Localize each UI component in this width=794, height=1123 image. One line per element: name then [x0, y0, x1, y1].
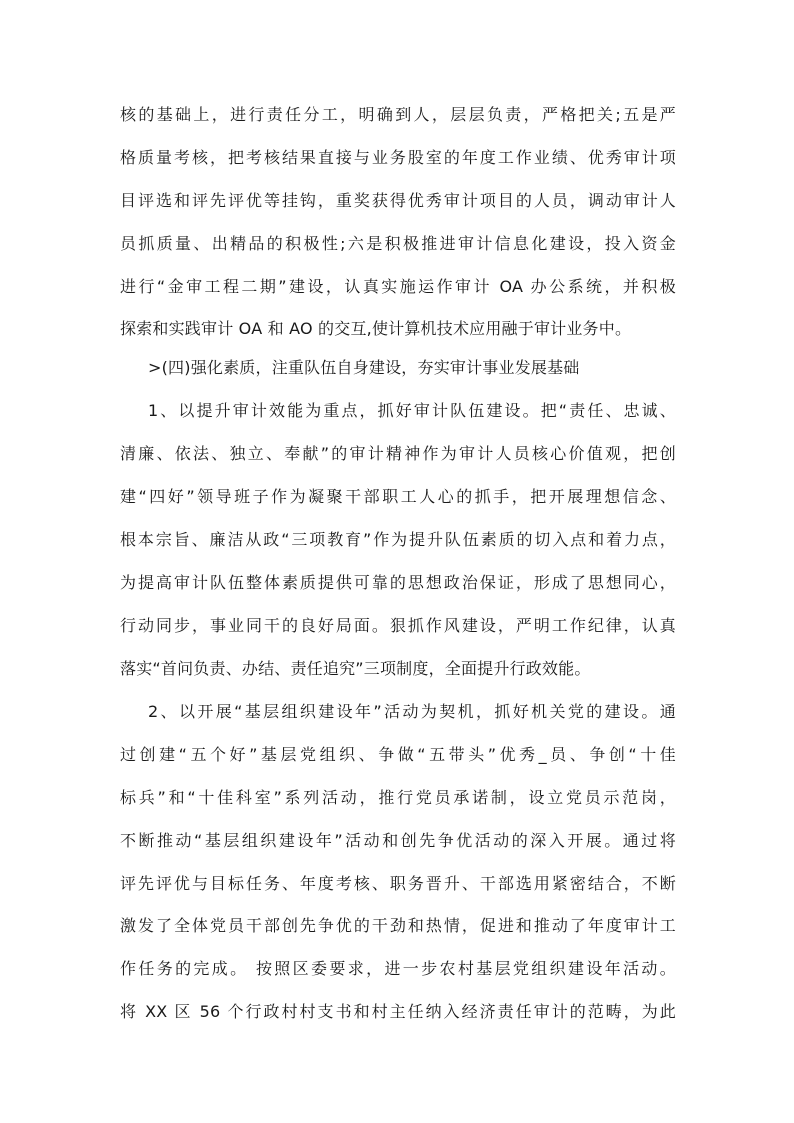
text-line: 核的基础上，进行责任分工，明确到人，层层负责，严格把关;五是严: [120, 105, 676, 124]
text-line: 激发了全体党员干部创先争优的干劲和热情，促进和推动了年度审计工: [120, 916, 676, 935]
text-line: 1、以提升审计效能为重点，抓好审计队伍建设。把“责任、忠诚、: [148, 401, 676, 420]
text-line: 不断推动“基层组织建设年”活动和创先争优活动的深入开展。通过将: [120, 831, 676, 850]
text-line: 建“四好”领导班子作为凝聚干部职工人心的抓手，把开展理想信念、: [120, 487, 676, 506]
text-line: 为提高审计队伍整体素质提供可靠的思想政治保证，形成了思想同心，: [120, 573, 676, 592]
text-line: 行动同步，事业同干的良好局面。狠抓作风建设，严明工作纪律，认真: [120, 616, 676, 635]
text-line: 进行“金审工程二期”建设，认真实施运作审计 OA 办公系统，并积极: [120, 277, 676, 296]
text-line: 标兵”和“十佳科室”系列活动，推行党员承诺制，设立党员示范岗，: [120, 788, 676, 807]
text-line: 过创建“五个好”基层党组织、争做“五带头”优秀_员、争创“十佳: [120, 745, 676, 764]
text-line: 清廉、依法、独立、奉献”的审计精神作为审计人员核心价值观，把创: [120, 444, 676, 463]
section-heading: >(四)强化素质，注重队伍自身建设，夯实审计事业发展基础: [148, 358, 580, 377]
text-line: 目评选和评先评优等挂钩，重奖获得优秀审计项目的人员，调动审计人: [120, 191, 676, 210]
text-line: 2、以开展“基层组织建设年”活动为契机，抓好机关党的建设。通: [148, 702, 676, 721]
text-line: 作任务的完成。 按照区委要求，进一步农村基层党组织建设年活动。: [120, 959, 676, 978]
text-line: 落实“首问负责、办结、责任追究”三项制度，全面提升行政效能。: [120, 659, 591, 678]
text-line: 评先评优与目标任务、年度考核、职务晋升、干部选用紧密结合，不断: [120, 874, 676, 893]
text-line: 将 XX 区 56 个行政村村支书和村主任纳入经济责任审计的范畴，为此: [120, 1002, 676, 1021]
text-line: 根本宗旨、廉洁从政“三项教育”作为提升队伍素质的切入点和着力点，: [120, 530, 676, 549]
text-line: 格质量考核，把考核结果直接与业务股室的年度工作业绩、优秀审计项: [120, 148, 676, 167]
text-line: 探索和实践审计 OA 和 AO 的交互,使计算机技术应用融于审计业务中。: [120, 319, 632, 338]
text-line: 员抓质量、出精品的积极性;六是积极推进审计信息化建设，投入资金: [120, 234, 676, 253]
